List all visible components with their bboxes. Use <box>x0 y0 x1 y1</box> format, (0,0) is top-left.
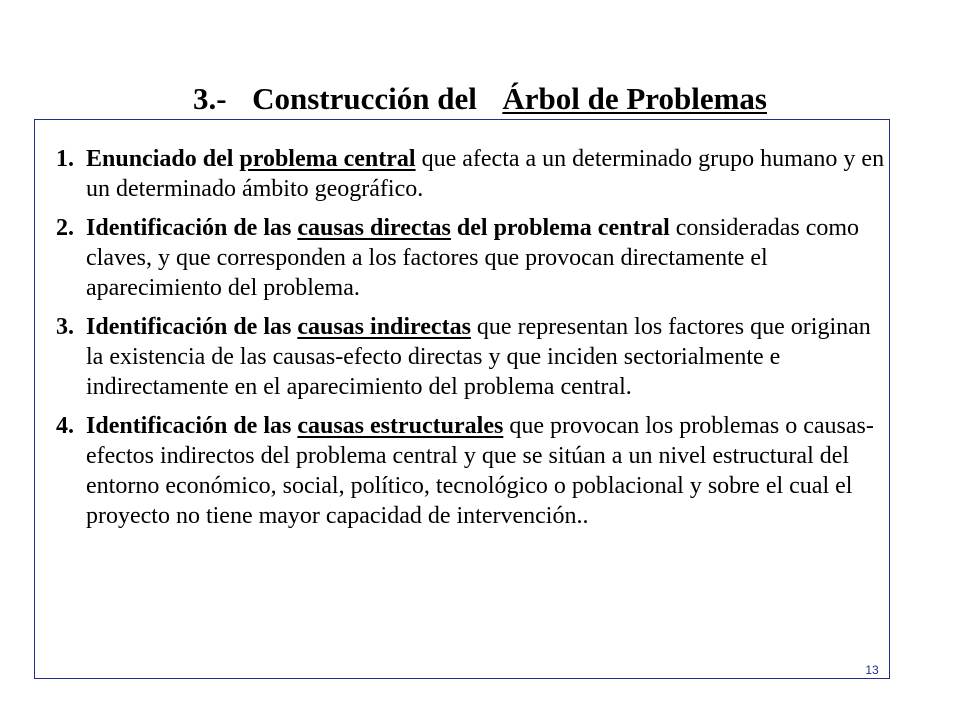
item-bold-after: del problema central <box>456 215 670 241</box>
item-number: 4. <box>56 413 74 439</box>
item-key-term: causas directas <box>297 215 451 241</box>
item-text: que provocan los problemas o causas-efectos indirectos del problema central y que se sitúan a un nivel estructural del entorno económico, social, político, tecnológico o poblacional y sobre el cual el proyecto no tiene mayor capacidad de intervención.. <box>86 413 874 529</box>
item-text: que representan los factores que originan la existencia de las causas-efecto directas y que inciden sectorialmente e indirectamente en el aparecimiento del problema central. <box>86 314 871 400</box>
item-number: 3. <box>56 314 74 340</box>
list-item <box>56 144 886 204</box>
list-item <box>56 312 886 402</box>
title-underlined: Árbol de Problemas <box>502 80 767 116</box>
slide-title <box>0 81 960 117</box>
list-item <box>56 213 886 303</box>
item-lead: Identificación de las <box>86 314 292 340</box>
item-number: 1. <box>56 146 74 172</box>
item-lead: Enunciado del <box>86 146 234 172</box>
page-number: 13 <box>865 663 879 677</box>
item-lead: Identificación de las <box>86 413 292 439</box>
title-prefix: 3.- <box>193 80 227 116</box>
item-text: que afecta a un determinado grupo humano y en un determinado ámbito geográfico. <box>86 146 885 202</box>
title-main: Construcción del <box>252 80 477 116</box>
list-item <box>56 411 886 531</box>
item-key-term: causas indirectas <box>297 314 471 340</box>
item-key-term: causas estructurales <box>297 413 504 439</box>
item-lead: Identificación de las <box>86 215 292 241</box>
item-number: 2. <box>56 215 74 241</box>
steps-list <box>56 144 886 540</box>
item-text: consideradas como claves, y que corresponden a los factores que provocan directamente el aparecimiento del problema. <box>86 215 860 301</box>
item-key-term: problema central <box>239 146 416 172</box>
